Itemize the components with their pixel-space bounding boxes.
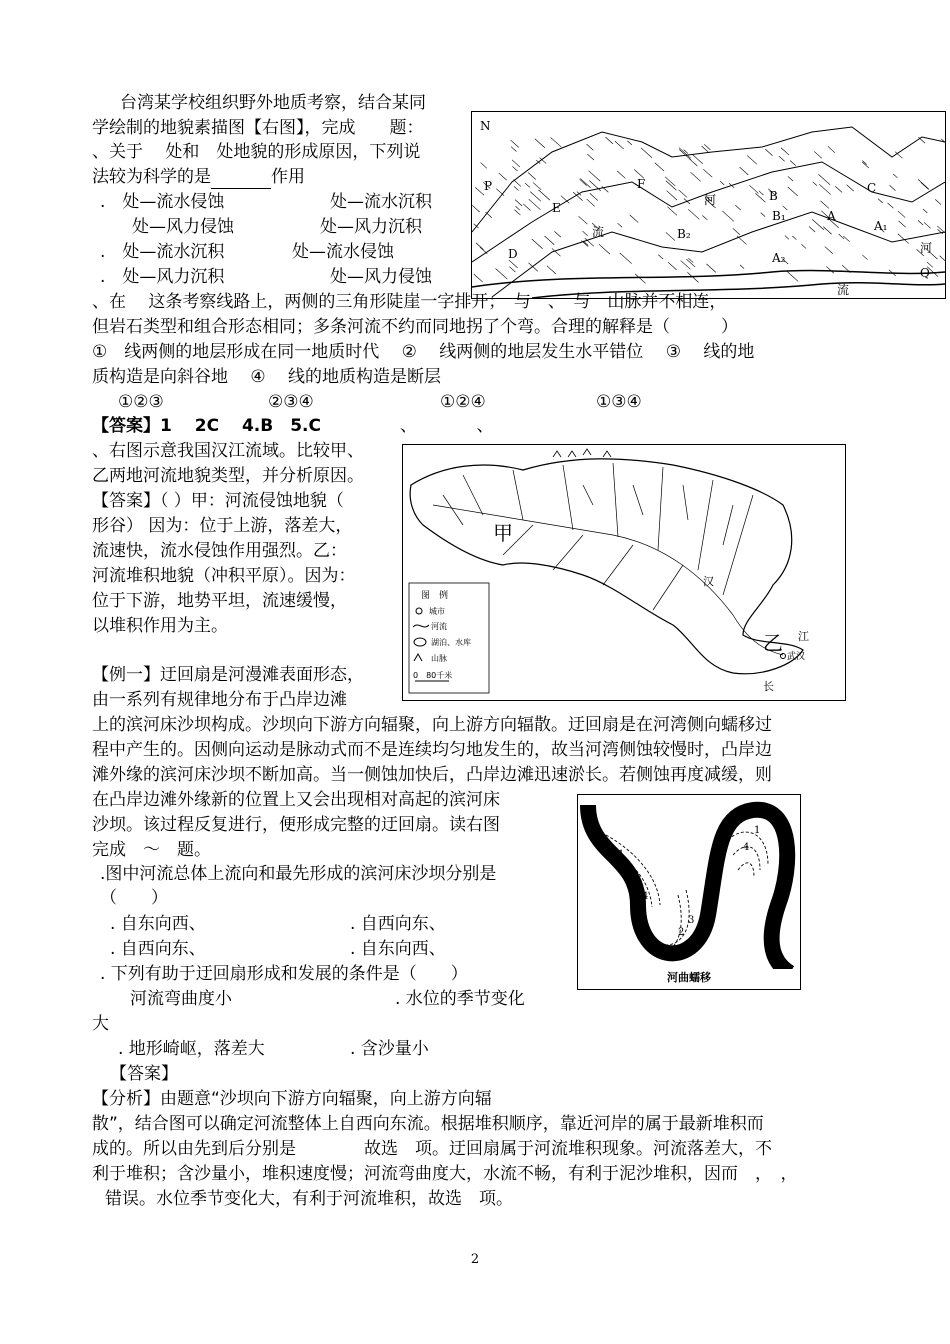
hatch-stroke <box>509 267 515 272</box>
hatch-stroke <box>554 231 560 237</box>
hatch-stroke <box>888 203 894 208</box>
q2-option-d: ①③④ <box>596 392 642 412</box>
hatch-stroke <box>924 222 931 228</box>
hatch-stroke <box>599 244 610 254</box>
hatch-stroke <box>515 210 521 215</box>
hatch-stroke <box>819 184 830 194</box>
hatch-stroke <box>539 190 550 200</box>
han-river-map-svg <box>403 445 845 700</box>
hatch-stroke <box>937 226 945 236</box>
hatch-stroke <box>835 186 842 192</box>
example-line6: 在凸岸边滩外缘新的位置上又会出现相对高起的滨河床 <box>92 790 500 810</box>
hatch-stroke <box>684 199 690 205</box>
example-line7: 沙坝。该过程反复进行，便形成完整的迂回扇。读右图 <box>92 815 500 835</box>
hatch-stroke <box>790 161 796 166</box>
hatch-stroke <box>668 262 677 270</box>
hatch-stroke <box>735 205 740 210</box>
hatch-stroke <box>899 221 906 227</box>
analysis-line2: 散”，结合图可以确定河流整体上自西向东流。根据堆积顺序，靠近河岸的属于最新堆积而 <box>92 1114 764 1134</box>
hatch-stroke <box>918 180 929 190</box>
page-number: 2 <box>470 1252 480 1267</box>
hatch-stroke <box>787 272 798 282</box>
hatch-stroke <box>890 185 896 190</box>
landform-sketch-svg <box>472 112 945 298</box>
meander-num-4: 4 <box>642 891 649 902</box>
hatch-stroke <box>525 183 530 187</box>
hatch-stroke <box>480 247 487 254</box>
fig1-label-he2: 河 <box>920 241 933 255</box>
hatch-stroke <box>496 189 504 196</box>
hatch-stroke <box>589 171 601 181</box>
hatch-stroke <box>615 141 624 149</box>
hatch-stroke <box>587 144 594 150</box>
hatch-stroke <box>547 266 556 274</box>
analysis-line3: 成的。所以由先到后分别是 故选 项。迂回扇属于河流堆积现象。河流落差大，不 <box>92 1139 772 1159</box>
ex-answer-label: 【答案】 <box>110 1064 178 1084</box>
meander-num-3: 3 <box>634 879 641 890</box>
hatch-stroke <box>720 181 724 185</box>
meander-num-2: 2 <box>626 865 633 876</box>
hatch-stroke <box>513 180 520 187</box>
hatch-stroke <box>689 159 697 166</box>
hatch-stroke <box>515 200 522 206</box>
hatch-stroke <box>630 215 639 223</box>
answer-line-1 <box>92 414 321 438</box>
meander-num-3b: 3 <box>688 915 695 926</box>
meander-num-1b: 1 <box>754 825 761 836</box>
hatch-stroke <box>779 156 785 161</box>
hatch-stroke <box>533 183 541 190</box>
hatch-stroke <box>703 169 712 177</box>
ex-q1-option-d: . 自东向西、 <box>350 939 446 959</box>
analysis-line1: 【分析】由题意“沙坝向下游方向辐聚，向上游方向辐 <box>92 1089 492 1109</box>
hatch-stroke <box>580 179 587 185</box>
hatch-stroke <box>679 148 691 159</box>
hatch-stroke <box>617 171 625 178</box>
q1-option-c: . 处—流水沉积 <box>100 242 225 262</box>
answer-tail: 、 、 <box>400 416 494 436</box>
hatch-stroke <box>472 205 480 212</box>
q2-option-c: ①②④ <box>440 392 486 412</box>
hatch-stroke <box>722 211 734 221</box>
hatch-stroke <box>667 207 677 216</box>
hatch-stroke <box>580 178 590 187</box>
hatch-stroke <box>532 239 543 249</box>
hatch-stroke <box>781 148 789 155</box>
ex-q1-option-c: . 自西向东、 <box>110 939 206 959</box>
hatch-stroke <box>587 199 595 206</box>
hatch-stroke <box>893 174 897 178</box>
hatch-stroke <box>481 163 487 169</box>
hatch-stroke <box>706 264 715 272</box>
hatch-stroke <box>823 227 831 235</box>
hatch-stroke <box>788 187 798 196</box>
landform-sketch-figure <box>471 111 946 299</box>
ex-q2-option-a: 河流弯曲度小 <box>130 989 232 1009</box>
hatch-stroke <box>605 137 613 144</box>
hatch-stroke <box>635 274 646 283</box>
hatch-stroke <box>582 231 587 236</box>
map-label-chang: 长 <box>763 680 774 693</box>
hatch-stroke <box>579 216 588 224</box>
hatch-stroke <box>821 201 829 209</box>
hatch-stroke <box>692 155 702 164</box>
hatch-stroke <box>499 173 507 180</box>
fig1-label-b1: B₁ <box>772 209 786 223</box>
example-line8: 完成 ～ 题。 <box>92 840 211 860</box>
hatch-stroke <box>523 204 530 211</box>
ex-q2-option-d: . 含沙量小 <box>350 1039 429 1059</box>
hatch-stroke <box>765 149 772 156</box>
q1-line4 <box>92 165 305 189</box>
hatch-stroke <box>535 139 545 148</box>
hatch-stroke <box>511 147 516 152</box>
hatch-stroke <box>530 192 541 202</box>
hatch-stroke <box>847 185 854 191</box>
hatch-stroke <box>862 162 869 168</box>
ex-q2-option-c: . 地形崎岖，落差大 <box>118 1039 265 1059</box>
fig1-label-liu: 流 <box>592 225 605 239</box>
hatch-stroke <box>684 150 688 154</box>
ex-q2-line: . 下列有助于迂回扇形成和发展的条件是（ ） <box>100 964 468 984</box>
hatch-stroke <box>923 209 927 213</box>
hatch-stroke <box>688 209 699 219</box>
hatch-stroke <box>655 163 664 171</box>
legend-lake: 湖泊、水库 <box>431 638 471 647</box>
hatch-stroke <box>814 151 822 158</box>
fig1-label-f: F <box>637 177 646 191</box>
hatch-stroke <box>792 236 796 240</box>
hatch-stroke <box>496 268 508 279</box>
hatch-stroke <box>476 243 484 250</box>
q1-option-a: . 处—流水侵蚀 <box>100 192 225 212</box>
hatch-stroke <box>486 212 492 218</box>
hatch-stroke <box>545 236 555 245</box>
hatch-stroke <box>620 253 632 264</box>
q3-line7: 位于下游，地势平坦，流速缓慢， <box>92 591 347 611</box>
fig1-label-he: 河 <box>704 193 717 207</box>
ex-q2-option-b-cont: 大 <box>92 1014 109 1034</box>
hatch-stroke <box>681 261 691 270</box>
ex-q1-option-a: . 自东向西、 <box>110 914 206 934</box>
example-line2: 由一系列有规律地分布于凸岸边滩 <box>92 690 347 710</box>
hatch-stroke <box>839 234 845 239</box>
legend-title: 图 例 <box>421 591 449 601</box>
hatch-stroke <box>740 265 744 269</box>
hatch-stroke <box>918 137 925 143</box>
hatch-stroke <box>666 232 675 240</box>
fig1-label-p: P <box>484 179 493 193</box>
hatch-stroke <box>759 191 764 195</box>
map-label-jia: 甲 <box>493 521 513 545</box>
hatch-stroke <box>788 176 793 181</box>
hatch-stroke <box>819 174 831 184</box>
q1-line4-a: 法较为科学的是 <box>92 167 211 187</box>
hatch-stroke <box>812 219 824 230</box>
hatch-stroke <box>509 260 518 268</box>
q2-line1: 、在 这条考察线路上，两侧的三角形陡崖一字排开； 与 、 与 山脉并不相连， <box>92 292 727 312</box>
hatch-stroke <box>737 236 747 245</box>
meander-num-1: 1 <box>618 849 625 860</box>
hatch-stroke <box>801 244 806 248</box>
fig1-label-a2: A₂ <box>772 251 786 265</box>
hatch-stroke <box>587 154 594 160</box>
hatch-stroke <box>826 266 834 273</box>
q1-option-c2: 处—流水侵蚀 <box>292 242 394 262</box>
hatch-stroke <box>529 199 541 209</box>
hatch-stroke <box>755 193 765 202</box>
fig1-label-a: A <box>827 209 836 223</box>
hatch-stroke <box>618 223 623 227</box>
hatch-stroke <box>641 148 652 158</box>
q1-line3: 、关于 处和 处地貌的形成原因，下列说 <box>92 142 421 162</box>
wuhan-city-marker <box>781 654 786 659</box>
example-line3: 上的滨河床沙坝构成。沙坝向下游方向辐聚，向上游方向辐散。迂回扇是在河湾侧向蠕移过 <box>92 715 772 735</box>
hatch-stroke <box>667 191 677 200</box>
hatch-stroke <box>761 213 765 217</box>
q3-line5: 流速快，流水侵蚀作用强烈。乙： <box>92 541 347 561</box>
hatch-stroke <box>551 137 562 147</box>
han-river-map-figure <box>402 444 846 701</box>
fig1-label-b2: B₂ <box>677 227 691 241</box>
meander-num-4b: 4 <box>743 842 750 853</box>
hatch-stroke <box>749 185 758 193</box>
analysis-line4: 利于堆积；含沙量小，堆积速度慢；河流弯曲度大，水流不畅，有利于泥沙堆积，因而 ， ， <box>92 1164 798 1184</box>
q1-option-b: 处—风力侵蚀 <box>132 217 234 237</box>
map-label-han: 汉 <box>703 575 714 588</box>
hatch-stroke <box>658 255 663 259</box>
legend-river: 河流 <box>431 622 447 631</box>
hatch-stroke <box>475 187 484 195</box>
hatch-stroke <box>898 211 905 218</box>
hatch-stroke <box>940 256 945 265</box>
q1-option-a2: 处—流水沉积 <box>330 192 432 212</box>
q3-line4: 形谷） 因为：位于上游，落差大， <box>92 516 353 536</box>
legend-mountain: 山脉 <box>431 654 447 663</box>
hatch-stroke <box>474 274 483 282</box>
hatch-stroke <box>878 199 883 203</box>
q1-line2: 学绘制的地貌素描图【右图】，完成 题： <box>92 118 424 138</box>
hatch-stroke <box>825 247 833 254</box>
hatch-stroke <box>627 141 631 145</box>
hatch-stroke <box>516 206 520 210</box>
hatch-stroke <box>679 190 687 197</box>
fig1-label-b: B <box>769 189 778 203</box>
meander-figure <box>577 794 801 990</box>
fig1-label-c: C <box>867 181 877 195</box>
hatch-stroke <box>691 172 701 181</box>
ex-q1-option-b: . 自西向东、 <box>350 914 446 934</box>
hatch-stroke <box>809 226 815 232</box>
hatch-stroke <box>785 236 789 240</box>
q2-line4: 质构造是向斜谷地 ④ 线的地质构造是断层 <box>92 367 442 387</box>
ex-q1-line1: .图中河流总体上流向和最先形成的滨河床沙坝分别是 <box>100 864 497 884</box>
q1-line4-b: 作用 <box>271 167 305 187</box>
q3-line8: 以堆积作用为主。 <box>92 616 228 636</box>
q2-option-b: ②③④ <box>268 392 314 412</box>
answer-blank <box>211 170 271 189</box>
hatch-stroke <box>510 140 518 147</box>
answer-values: 1 2C 4.B 5.C <box>160 416 321 436</box>
q3-line3: 【答案】（ ）甲：河流侵蚀地貌（ <box>92 491 344 511</box>
hatch-stroke <box>702 216 707 220</box>
ex-q2-option-b: . 水位的季节变化 <box>395 989 525 1009</box>
q3-line6: 河流堆积地貌（冲积平原）。因为： <box>92 566 356 586</box>
hatch-stroke <box>528 172 536 179</box>
q3-line1: 、右图示意我国汉江流域。比较甲、 <box>92 441 364 461</box>
legend-scale: 0 80千米 <box>413 671 453 680</box>
hatch-stroke <box>862 255 867 260</box>
q2-line2: 但岩石类型和组合形态相同；多条河流不约而同地拐了个弯。合理的解释是（ ） <box>92 317 738 337</box>
map-label-jiang: 江 <box>798 630 809 643</box>
hatch-stroke <box>687 272 698 282</box>
map-label-yi: 乙 <box>763 631 783 655</box>
meander-caption: 河曲蠕移 <box>578 969 800 985</box>
answer-label: 【答案】 <box>92 416 160 436</box>
hatch-stroke <box>918 220 923 225</box>
map-label-wuhan: 武汉 <box>787 652 806 662</box>
hatch-stroke <box>747 155 757 164</box>
fig1-label-q: Q <box>920 266 930 280</box>
q2-option-a: ①②③ <box>118 392 164 412</box>
example-line4: 程中产生的。因侧向运动是脉动式而不是连续均匀地发生的，故当河湾侧蚀较慢时，凸岸边 <box>92 740 772 760</box>
meander-num-2b: 2 <box>678 927 685 938</box>
meander-svg <box>578 795 800 989</box>
q1-line1: 台湾某学校组织野外地质考察，结合某同 <box>120 93 426 113</box>
fig1-label-n: N <box>480 119 491 133</box>
fig1-label-d1: D <box>508 247 518 261</box>
hatch-stroke <box>935 199 941 204</box>
analysis-line5: 错误。水位季节变化大，有利于河流堆积，故选 项。 <box>105 1189 513 1209</box>
q2-line3: ① 线两侧的地层形成在同一地质时代 ② 线两侧的地层发生水平错位 ③ 线的地 <box>92 342 755 362</box>
q1-option-d2: 处—风力侵蚀 <box>330 267 432 287</box>
fig1-label-e: E <box>552 201 561 215</box>
q1-option-b2: 处—风力沉积 <box>320 217 422 237</box>
fig1-label-liu2: 流 <box>837 283 850 297</box>
hatch-stroke <box>733 228 740 234</box>
example-line5: 滩外缘的滨河床沙坝不断加高。当一侧蚀加快后，凸岸边滩迅速淤长。若侧蚀再度减缓，则 <box>92 765 772 785</box>
hatch-stroke <box>512 166 517 171</box>
hatch-stroke <box>828 146 835 152</box>
example-line1: 【例一】迂回扇是河漫滩表面形态， <box>92 665 364 685</box>
q3-line2: 乙两地河流地貌类型，并分析原因。 <box>92 466 364 486</box>
fig1-label-a1: A₁ <box>874 219 888 233</box>
legend-city: 城市 <box>429 607 445 616</box>
ex-q1-line2: （ ） <box>100 888 168 908</box>
hatch-stroke <box>813 182 817 186</box>
hatch-stroke <box>921 182 929 189</box>
hatch-stroke <box>512 160 520 167</box>
hatch-stroke <box>514 186 519 190</box>
hatch-stroke <box>740 167 749 175</box>
hatch-stroke <box>590 193 598 200</box>
q1-option-d: . 处—风力沉积 <box>100 267 225 287</box>
